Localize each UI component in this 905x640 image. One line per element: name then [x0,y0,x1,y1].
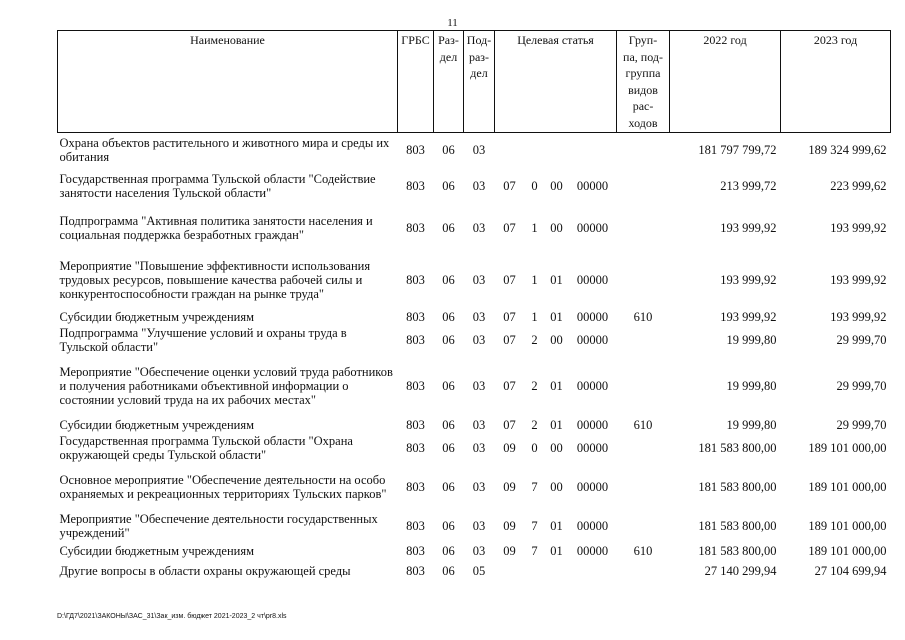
row-name: Субсидии бюджетным учреждениям [59,543,255,558]
row-amount-2023: 189 324 999,62 [808,142,887,157]
row-amount-2023: 189 101 000,00 [808,543,887,558]
row-podrazdel: 03 [472,272,486,287]
row-grbs: 803 [406,440,425,455]
row-grbs: 803 [406,178,425,193]
row-amount-2022: 181 797 799,72 [698,142,777,157]
row-expense-group: 610 [633,543,653,558]
row-name: Основное мероприятие "Обеспечение деятельности на особо охраняемых и рекреационных территориях Тульских парков" [59,472,387,501]
row-razdel: 06 [442,142,455,157]
row-amount-2023: 29 999,70 [836,332,887,347]
row-target-program: 09 [503,479,516,494]
page-number: 11 [447,17,458,29]
header-razdel: Раз- дел [434,31,464,133]
row-grbs: 803 [406,220,425,235]
row-target-program: 07 [503,272,516,287]
row-target-event: 01 [550,543,563,558]
row-target-direction: 00000 [576,543,609,558]
row-target-event: 01 [550,272,563,287]
row-target-direction [569,133,617,167]
row-expense-group [617,251,670,309]
table-row [58,561,891,581]
row-expense-group [617,205,670,251]
table-row [58,251,891,309]
row-target-event: 00 [550,220,563,235]
header-2023: 2023 год [781,31,891,133]
row-grbs: 803 [406,378,425,393]
row-podrazdel: 03 [472,378,486,393]
row-target-event [545,561,569,581]
row-amount-2022: 213 999,72 [720,178,777,193]
row-target-subprogram [525,561,545,581]
row-amount-2022: 193 999,92 [720,309,777,324]
row-target-program [495,133,525,167]
row-name: Подпрограмма "Улучшение условий и охраны труда в Тульской области" [59,325,347,354]
row-target-program: 07 [503,220,516,235]
row-target-subprogram: 7 [531,518,538,533]
row-expense-group [617,325,670,355]
row-target-direction: 00000 [576,378,609,393]
row-target-program: 09 [503,543,516,558]
row-razdel: 06 [442,543,455,558]
row-podrazdel: 05 [472,563,486,578]
row-grbs: 803 [406,332,425,347]
row-target-direction: 00000 [576,479,609,494]
row-target-program: 07 [503,309,516,324]
row-target-direction: 00000 [576,518,609,533]
table-row [58,325,891,355]
row-amount-2023: 189 101 000,00 [808,518,887,533]
row-name: Субсидии бюджетным учреждениям [59,417,255,432]
row-target-direction: 00000 [576,332,609,347]
row-target-program: 07 [503,417,516,432]
table-row [58,433,891,463]
row-target-event: 00 [550,332,563,347]
row-grbs: 803 [406,563,425,578]
row-expense-group [617,167,670,205]
row-expense-group [617,561,670,581]
header-podrazdel: Под- раз- дел [464,31,495,133]
row-name: Мероприятие "Обеспечение оценки условий труда работников и получения работниками объективной информации о состоянии условий труда на их рабочих местах" [59,364,393,407]
row-target-event: 00 [550,479,563,494]
row-amount-2022: 19 999,80 [726,332,777,347]
row-name: Другие вопросы в области охраны окружающей среды [59,563,351,578]
row-razdel: 06 [442,417,455,432]
header-expense-group: Груп- па, под- группа видов рас- ходов [617,31,670,133]
table-row [58,309,891,325]
row-target-subprogram: 1 [531,272,538,287]
row-amount-2023: 27 104 699,94 [814,563,887,578]
row-amount-2023: 189 101 000,00 [808,479,887,494]
row-amount-2022: 19 999,80 [726,378,777,393]
row-target-subprogram: 0 [531,440,538,455]
row-amount-2022: 193 999,92 [720,220,777,235]
row-target-event: 01 [550,309,563,324]
row-amount-2023: 193 999,92 [830,220,887,235]
row-target-direction [569,561,617,581]
row-amount-2022: 181 583 800,00 [698,440,777,455]
row-target-direction: 00000 [576,178,609,193]
row-target-direction: 00000 [576,309,609,324]
row-podrazdel: 03 [472,220,486,235]
header-name: Наименование [58,31,398,133]
row-target-subprogram: 2 [531,378,538,393]
table-row [58,205,891,251]
row-razdel: 06 [442,309,455,324]
row-target-program [495,561,525,581]
row-amount-2023: 223 999,62 [830,178,887,193]
row-name: Государственная программа Тульской области "Охрана окружающей среды Тульской области" [59,433,353,462]
row-podrazdel: 03 [472,142,486,157]
row-razdel: 06 [442,479,455,494]
row-amount-2022: 193 999,92 [720,272,777,287]
row-name: Мероприятие "Повышение эффективности использования трудовых ресурсов, повышение качества рабочей силы и конкурентоспособности граждан на рынке труда" [59,258,371,301]
table-row [58,417,891,433]
row-target-program: 07 [503,178,516,193]
header-2022: 2022 год [670,31,781,133]
row-expense-group [617,433,670,463]
row-grbs: 803 [406,417,425,432]
row-razdel: 06 [442,178,455,193]
row-amount-2023: 193 999,92 [830,272,887,287]
row-expense-group: 610 [633,417,653,432]
row-target-subprogram: 0 [531,178,538,193]
row-expense-group [617,511,670,541]
row-name: Мероприятие "Обеспечение деятельности государственных учреждений" [59,511,378,540]
row-grbs: 803 [406,518,425,533]
row-podrazdel: 03 [472,309,486,324]
row-podrazdel: 03 [472,518,486,533]
row-podrazdel: 03 [472,440,486,455]
row-expense-group: 610 [633,309,653,324]
row-name: Государственная программа Тульской области "Содействие занятости населения Тульской области" [59,171,376,200]
row-razdel: 06 [442,440,455,455]
row-target-event: 01 [550,378,563,393]
row-grbs: 803 [406,479,425,494]
row-podrazdel: 03 [472,479,486,494]
row-name: Охрана объектов растительного и животного мира и среды их обитания [59,135,390,164]
row-razdel: 06 [442,332,455,347]
row-target-direction: 00000 [576,417,609,432]
row-target-subprogram: 7 [531,543,538,558]
row-target-subprogram: 1 [531,220,538,235]
row-amount-2022: 19 999,80 [726,417,777,432]
row-target-event: 00 [550,440,563,455]
row-target-direction: 00000 [576,220,609,235]
header-grbs: ГРБС [398,31,434,133]
row-target-event: 01 [550,518,563,533]
row-grbs: 803 [406,142,425,157]
row-target-event: 01 [550,417,563,432]
row-target-direction: 00000 [576,440,609,455]
row-expense-group [617,355,670,417]
row-razdel: 06 [442,378,455,393]
row-grbs: 803 [406,543,425,558]
row-target-subprogram [525,133,545,167]
row-amount-2023: 189 101 000,00 [808,440,887,455]
row-target-program: 07 [503,378,516,393]
table-row [58,133,891,167]
row-target-subprogram: 1 [531,309,538,324]
row-podrazdel: 03 [472,332,486,347]
row-expense-group [617,133,670,167]
table-row [58,355,891,417]
row-target-program: 07 [503,332,516,347]
table-row [58,463,891,511]
header-target-article: Целевая статья [495,31,617,133]
row-razdel: 06 [442,272,455,287]
row-razdel: 06 [442,563,455,578]
row-target-event [545,133,569,167]
row-amount-2022: 27 140 299,94 [704,563,777,578]
row-amount-2023: 29 999,70 [836,417,887,432]
table-row [58,511,891,541]
row-target-program: 09 [503,518,516,533]
row-amount-2022: 181 583 800,00 [698,543,777,558]
row-target-subprogram: 2 [531,332,538,347]
row-target-subprogram: 7 [531,479,538,494]
row-name: Субсидии бюджетным учреждениям [59,309,255,324]
budget-table [57,30,891,581]
row-grbs: 803 [406,272,425,287]
row-amount-2022: 181 583 800,00 [698,479,777,494]
row-razdel: 06 [442,518,455,533]
row-amount-2023: 29 999,70 [836,378,887,393]
file-path-footer: D:\ГД7\2021\ЗАКОНЫ\ЗАС_31\Зак_изм. бюджет 2021-2023_2 чт\pr8.xls [57,613,287,620]
row-expense-group [617,463,670,511]
row-target-program: 09 [503,440,516,455]
row-amount-2023: 193 999,92 [830,309,887,324]
table-row [58,541,891,561]
row-razdel: 06 [442,220,455,235]
row-podrazdel: 03 [472,178,486,193]
row-grbs: 803 [406,309,425,324]
row-amount-2022: 181 583 800,00 [698,518,777,533]
table-row [58,167,891,205]
row-target-event: 00 [550,178,563,193]
row-target-direction: 00000 [576,272,609,287]
row-podrazdel: 03 [472,417,486,432]
row-name: Подпрограмма "Активная политика занятости населения и социальная поддержка безработных граждан" [59,213,373,242]
row-podrazdel: 03 [472,543,486,558]
row-target-subprogram: 2 [531,417,538,432]
